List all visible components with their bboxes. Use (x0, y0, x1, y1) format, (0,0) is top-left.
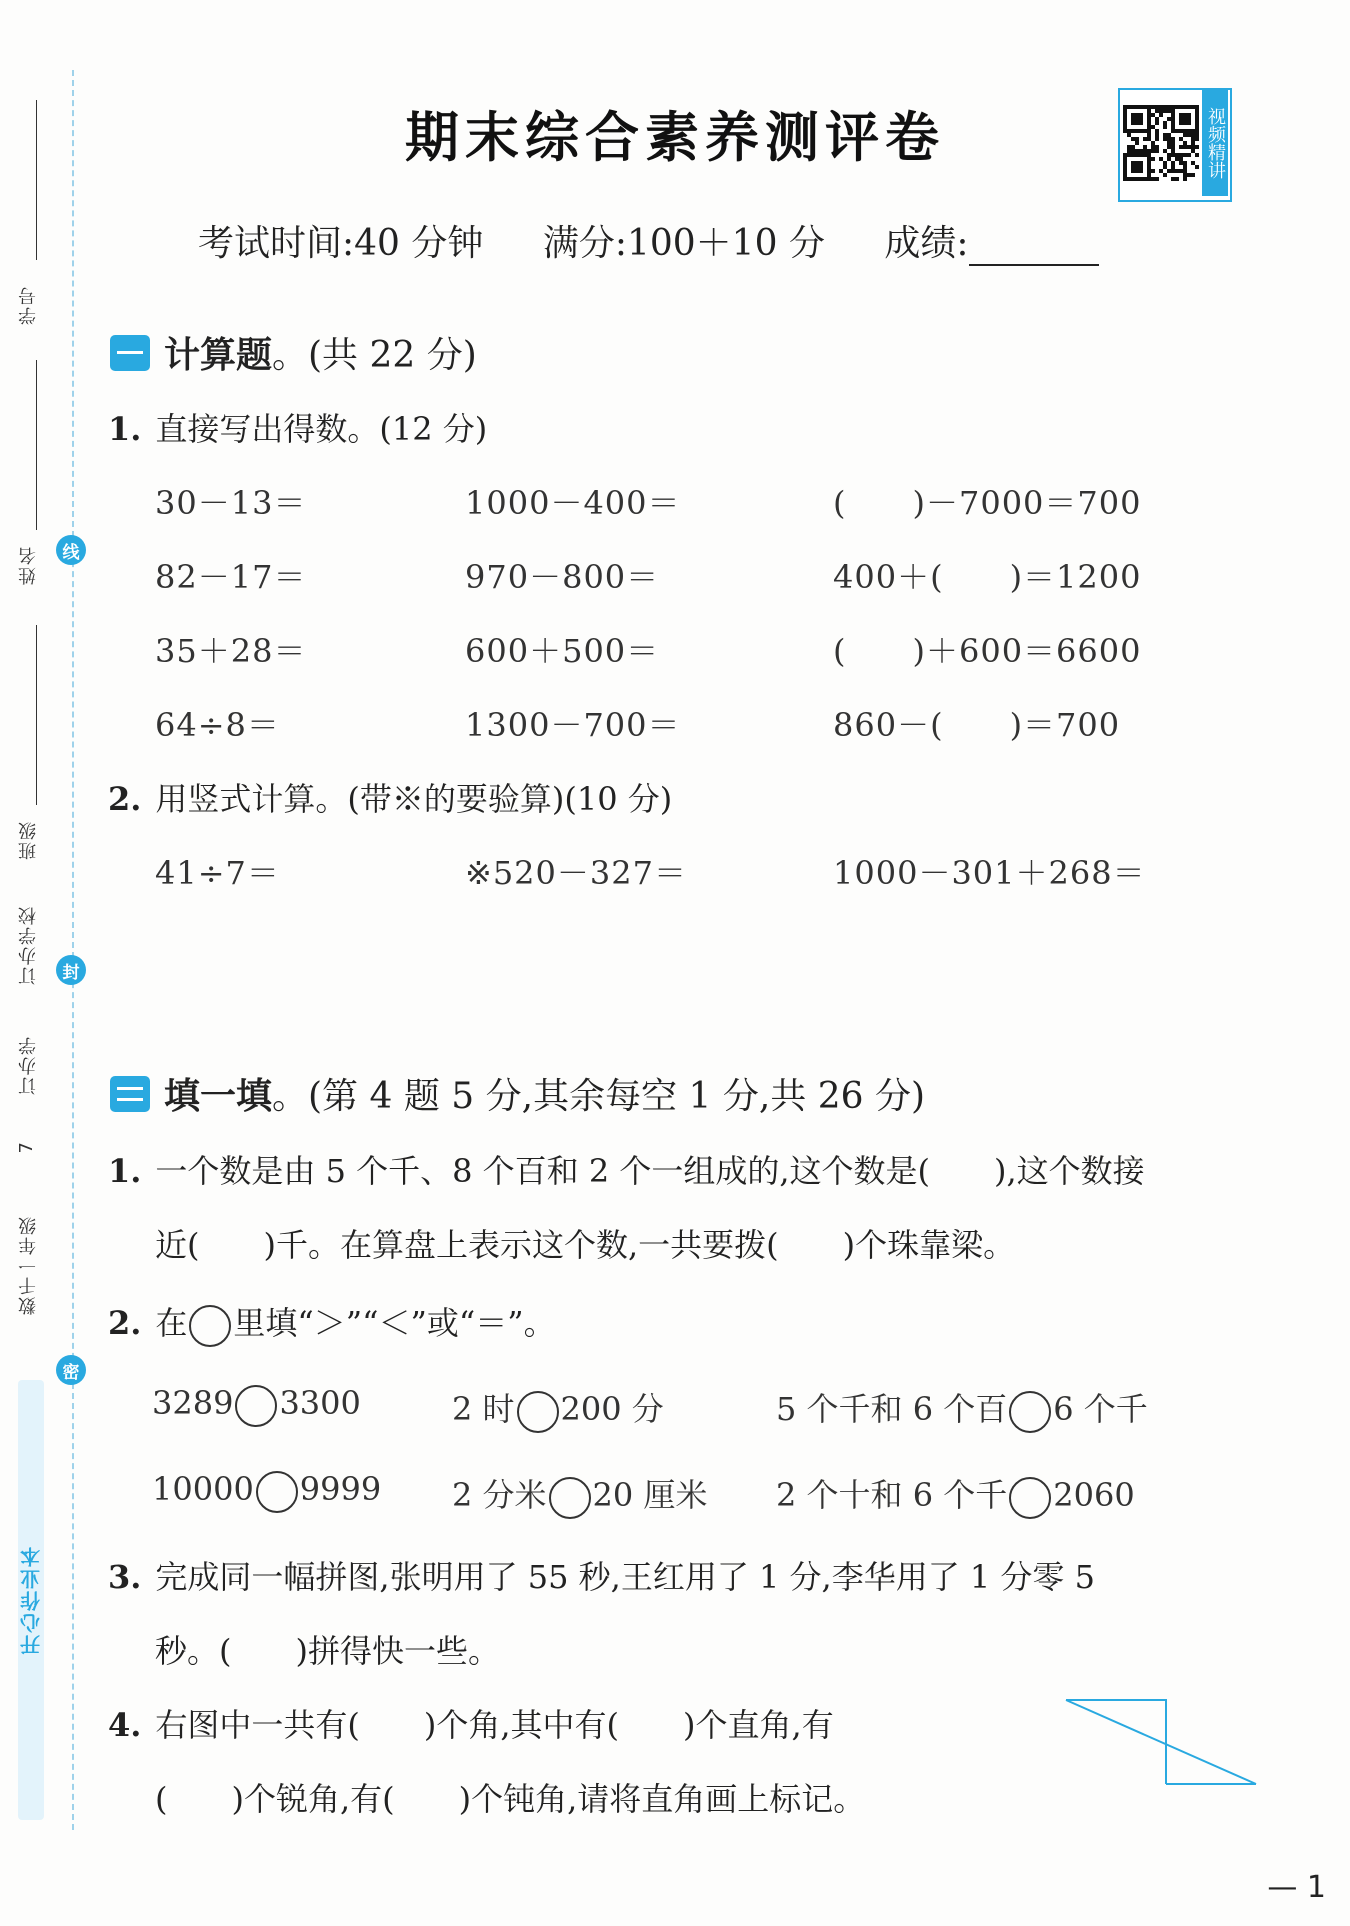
margin-rule (36, 625, 37, 805)
question-2-4 (108, 1700, 834, 1746)
seal-feng: 封 (56, 955, 86, 985)
compare-item[interactable]: 2 分米 20 厘米 (452, 1470, 707, 1519)
question-text: 用竖式计算。(带※的要验算)(10 分) (155, 780, 673, 818)
question-text: 直接写出得数。(12 分) (155, 410, 488, 448)
calc-item[interactable]: 64÷8＝ (155, 706, 280, 744)
brand-text: 开心作业本 (19, 1545, 44, 1655)
question-text: 一个数是由 5 个千、8 个百和 2 个一组成的,这个数是( ),这个数接 (155, 1152, 1145, 1190)
calc-item[interactable]: ( )－7000＝700 (833, 484, 1142, 522)
seal-xian: 线 (56, 535, 86, 565)
question-text-cont: 秒。( )拼得快一些。 (155, 1632, 500, 1670)
vertical-calc-item[interactable]: ※520－327＝ (465, 854, 687, 892)
answer-circle[interactable] (256, 1471, 298, 1513)
qr-code[interactable] (1118, 88, 1232, 202)
compare-item[interactable]: 2 个十和 6 个千 2060 (776, 1470, 1135, 1519)
calc-item[interactable]: 1300－700＝ (465, 706, 681, 744)
name-label: 姓名 (18, 545, 39, 585)
calc-item[interactable]: 1000－400＝ (465, 484, 681, 522)
vertical-calc-item[interactable]: 41÷7＝ (155, 854, 280, 892)
answer-circle[interactable] (517, 1391, 559, 1433)
calc-item[interactable]: ( )＋600＝6600 (833, 632, 1142, 670)
angle-figure (1060, 1692, 1260, 1796)
question-2-2 (108, 1298, 556, 1347)
section-1-title: 计算题 (164, 335, 273, 376)
question-number: 1. (108, 1152, 142, 1190)
score-label: 成绩: (884, 223, 969, 264)
vertical-calc-item[interactable]: 1000－301＋268＝ (833, 854, 1146, 892)
section-2-heading (110, 1068, 925, 1119)
question-text-post: 里填“＞”“＜”或“＝”。 (233, 1304, 556, 1342)
question-text: 完成同一幅拼图,张明用了 55 秒,王红用了 1 分,李华用了 1 分零 5 (155, 1558, 1095, 1596)
compare-item[interactable]: 5 个千和 6 个百 6 个千 (776, 1384, 1148, 1433)
seal-mi: 密 (56, 1355, 86, 1385)
brand-strip (18, 1380, 44, 1820)
question-2-1 (108, 1146, 1145, 1192)
compare-item[interactable]: 2 时 200 分 (452, 1384, 664, 1433)
full-score: 满分:100＋10 分 (542, 223, 825, 264)
section-2-note: 。(第 4 题 5 分,其余每空 1 分,共 26 分) (272, 1076, 926, 1117)
binding-margin (0, 0, 80, 1926)
calc-item[interactable]: 860－( )＝700 (833, 706, 1121, 744)
margin-mark: 7 (16, 1140, 37, 1154)
cut-line (72, 70, 74, 1830)
circle-icon (189, 1305, 231, 1347)
answer-circle[interactable] (1009, 1391, 1051, 1433)
answer-circle[interactable] (235, 1385, 277, 1427)
margin-rule (36, 360, 37, 530)
question-text: 右图中一共有( )个角,其中有( )个直角,有 (155, 1706, 834, 1744)
calc-item[interactable]: 600＋500＝ (465, 632, 660, 670)
compare-item[interactable]: 3289 3300 (152, 1384, 361, 1427)
question-1-1 (108, 404, 487, 450)
compare-item[interactable]: 10000 9999 (152, 1470, 381, 1513)
calc-item[interactable]: 35＋28＝ (155, 632, 307, 670)
section-2-title: 填一填 (164, 1076, 273, 1117)
question-number: 3. (108, 1558, 142, 1596)
question-2-3 (108, 1552, 1095, 1598)
section-2-badge (110, 1076, 150, 1112)
section-1-heading (110, 327, 477, 378)
class-label: 班级 (18, 820, 39, 860)
exam-time: 考试时间:40 分钟 (198, 223, 484, 264)
school-label-2: 订办学 (18, 1035, 39, 1095)
question-number: 4. (108, 1706, 142, 1744)
page-number: — 1 (1267, 1870, 1326, 1905)
exam-title: 期末综合素养测评卷 (405, 105, 945, 169)
student-id-label: 学号 (18, 285, 39, 325)
exam-meta (198, 215, 1147, 266)
question-number: 1. (108, 410, 142, 448)
calc-item[interactable]: 30－13＝ (155, 484, 307, 522)
answer-circle[interactable] (549, 1477, 591, 1519)
score-blank[interactable] (969, 234, 1099, 266)
calc-item[interactable]: 82－17＝ (155, 558, 307, 596)
school-label: 订办学校 (18, 905, 39, 985)
question-1-2 (108, 774, 672, 820)
calc-item[interactable]: 400＋( )＝1200 (833, 558, 1142, 596)
question-number: 2. (108, 1304, 142, 1342)
section-1-note: 。(共 22 分) (272, 335, 477, 376)
answer-circle[interactable] (1009, 1477, 1051, 1519)
question-text-cont: ( )个锐角,有( )个钝角,请将直角画上标记。 (155, 1780, 866, 1818)
qr-caption: 视频精讲 (1202, 90, 1228, 196)
question-number: 2. (108, 780, 142, 818)
calc-item[interactable]: 970－800＝ (465, 558, 660, 596)
grade-label: 数千一年级 (18, 1215, 39, 1315)
question-text-pre: 在 (155, 1304, 188, 1342)
section-1-badge (110, 335, 150, 371)
qr-code-icon (1120, 90, 1202, 196)
question-text-cont: 近( )千。在算盘上表示这个数,一共要拨( )个珠靠梁。 (155, 1226, 1016, 1264)
